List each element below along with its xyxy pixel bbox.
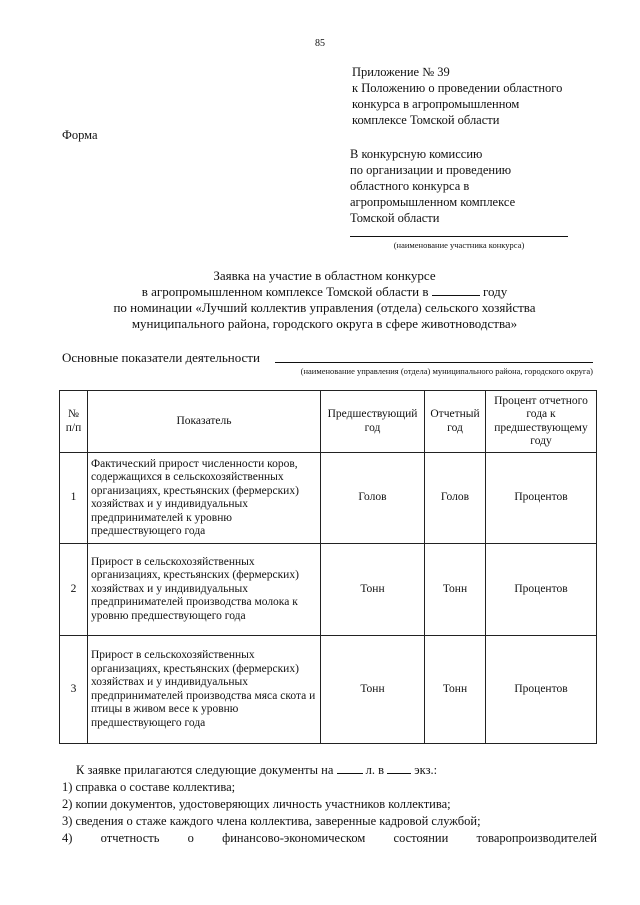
application-title [62,268,587,332]
row-percent-unit[interactable]: Процентов [486,636,597,744]
page-number: 85 [315,38,325,49]
attachments-section [62,762,597,847]
year-blank-field[interactable] [432,285,480,296]
header-current-year: Отчетный год [425,391,486,453]
attachment-word: состоянии [393,831,449,845]
row-previous-unit[interactable]: Голов [321,453,425,544]
participant-name-field[interactable] [350,236,568,237]
attachments-intro [62,762,597,779]
appendix-line: конкурса в агропромышленном [352,97,520,111]
pages-count-field[interactable] [337,763,363,774]
form-label: Форма [62,128,98,142]
addressee-line: Томской области [350,211,440,225]
participant-caption: (наименование участника конкурса) [393,240,525,250]
addressee-line: агропромышленном комплексе [350,195,516,209]
addressee-line: В конкурсную комиссию [350,147,483,161]
attachment-item-justified [62,830,597,847]
attachment-word: отчетность [100,831,160,845]
department-name-field[interactable] [275,362,593,363]
row-percent-unit[interactable]: Процентов [486,544,597,636]
header-num: № п/п [60,391,88,453]
appendix-line: комплексе Томской области [352,113,500,127]
header-indicator: Показатель [88,391,321,453]
row-previous-unit[interactable]: Тонн [321,636,425,744]
attachments-copies-text: экз.: [414,763,438,777]
attachment-item: 2) копии документов, удостоверяющих личность участников коллектива; [62,797,451,811]
attachment-word: финансово-экономическом [222,831,366,845]
title-line: муниципального района, городского округа в сфере животноводства» [131,316,518,331]
title-line [62,284,587,300]
row-indicator: Фактический прирост численности коров, содержащихся в сельскохозяйственных организациях, крестьянских (фермерских) хозяйствах и у индивидуальных предпринимателей к уровню предшествующего года [88,453,321,544]
row-percent-unit[interactable]: Процентов [486,453,597,544]
table-row [60,636,597,744]
title-line: Заявка на участие в областном конкурсе [213,268,436,283]
indicators-caption: (наименование управления (отдела) муниципального района, городского округа) [300,366,593,376]
table-row [60,453,597,544]
row-num: 2 [60,544,88,636]
attachment-item: 1) справка о составе коллектива; [62,780,236,794]
indicators-label: Основные показатели деятельности [62,350,260,365]
title-line-text: в агропромышленном комплексе Томской области в [141,284,429,299]
row-num: 1 [60,453,88,544]
attachment-word: о [187,831,194,845]
addressee-block [350,146,620,226]
appendix-number: Приложение № 39 [352,65,450,79]
attachment-word: 4) [62,831,73,845]
row-indicator: Прирост в сельскохозяйственных организациях, крестьянских (фермерских) хозяйствах и у индивидуальных предпринимателей производства молока к уровню предшествующего года [88,544,321,636]
header-percent: Процент отчетного года к предшествующему году [486,391,597,453]
appendix-header [352,64,622,128]
attachment-item: 3) сведения о стаже каждого члена коллектива, заверенные кадровой службой; [62,814,481,828]
addressee-line: по организации и проведению [350,163,512,177]
row-current-unit[interactable]: Тонн [425,636,486,744]
header-previous-year: Предшествующий год [321,391,425,453]
row-num: 3 [60,636,88,744]
table-row [60,544,597,636]
row-current-unit[interactable]: Голов [425,453,486,544]
copies-count-field[interactable] [387,763,411,774]
attachments-intro-text: К заявке прилагаются следующие документы на [76,763,334,777]
appendix-line: к Положению о проведении областного [352,81,563,95]
row-current-unit[interactable]: Тонн [425,544,486,636]
table-header-row [60,391,597,453]
row-previous-unit[interactable]: Тонн [321,544,425,636]
addressee-line: областного конкурса в [350,179,470,193]
title-line: по номинации «Лучший коллектив управления (отдела) сельского хозяйства [113,300,536,315]
indicators-table [59,390,597,744]
row-indicator: Прирост в сельскохозяйственных организациях, крестьянских (фермерских) хозяйствах и у индивидуальных предпринимателей производства мяса скота и птицы в живом весе к уровню предшествующего года [88,636,321,744]
title-year-word: году [483,284,508,299]
attachments-pages-text: л. в [365,763,385,777]
attachment-word: товаропроизводителей [476,831,597,845]
